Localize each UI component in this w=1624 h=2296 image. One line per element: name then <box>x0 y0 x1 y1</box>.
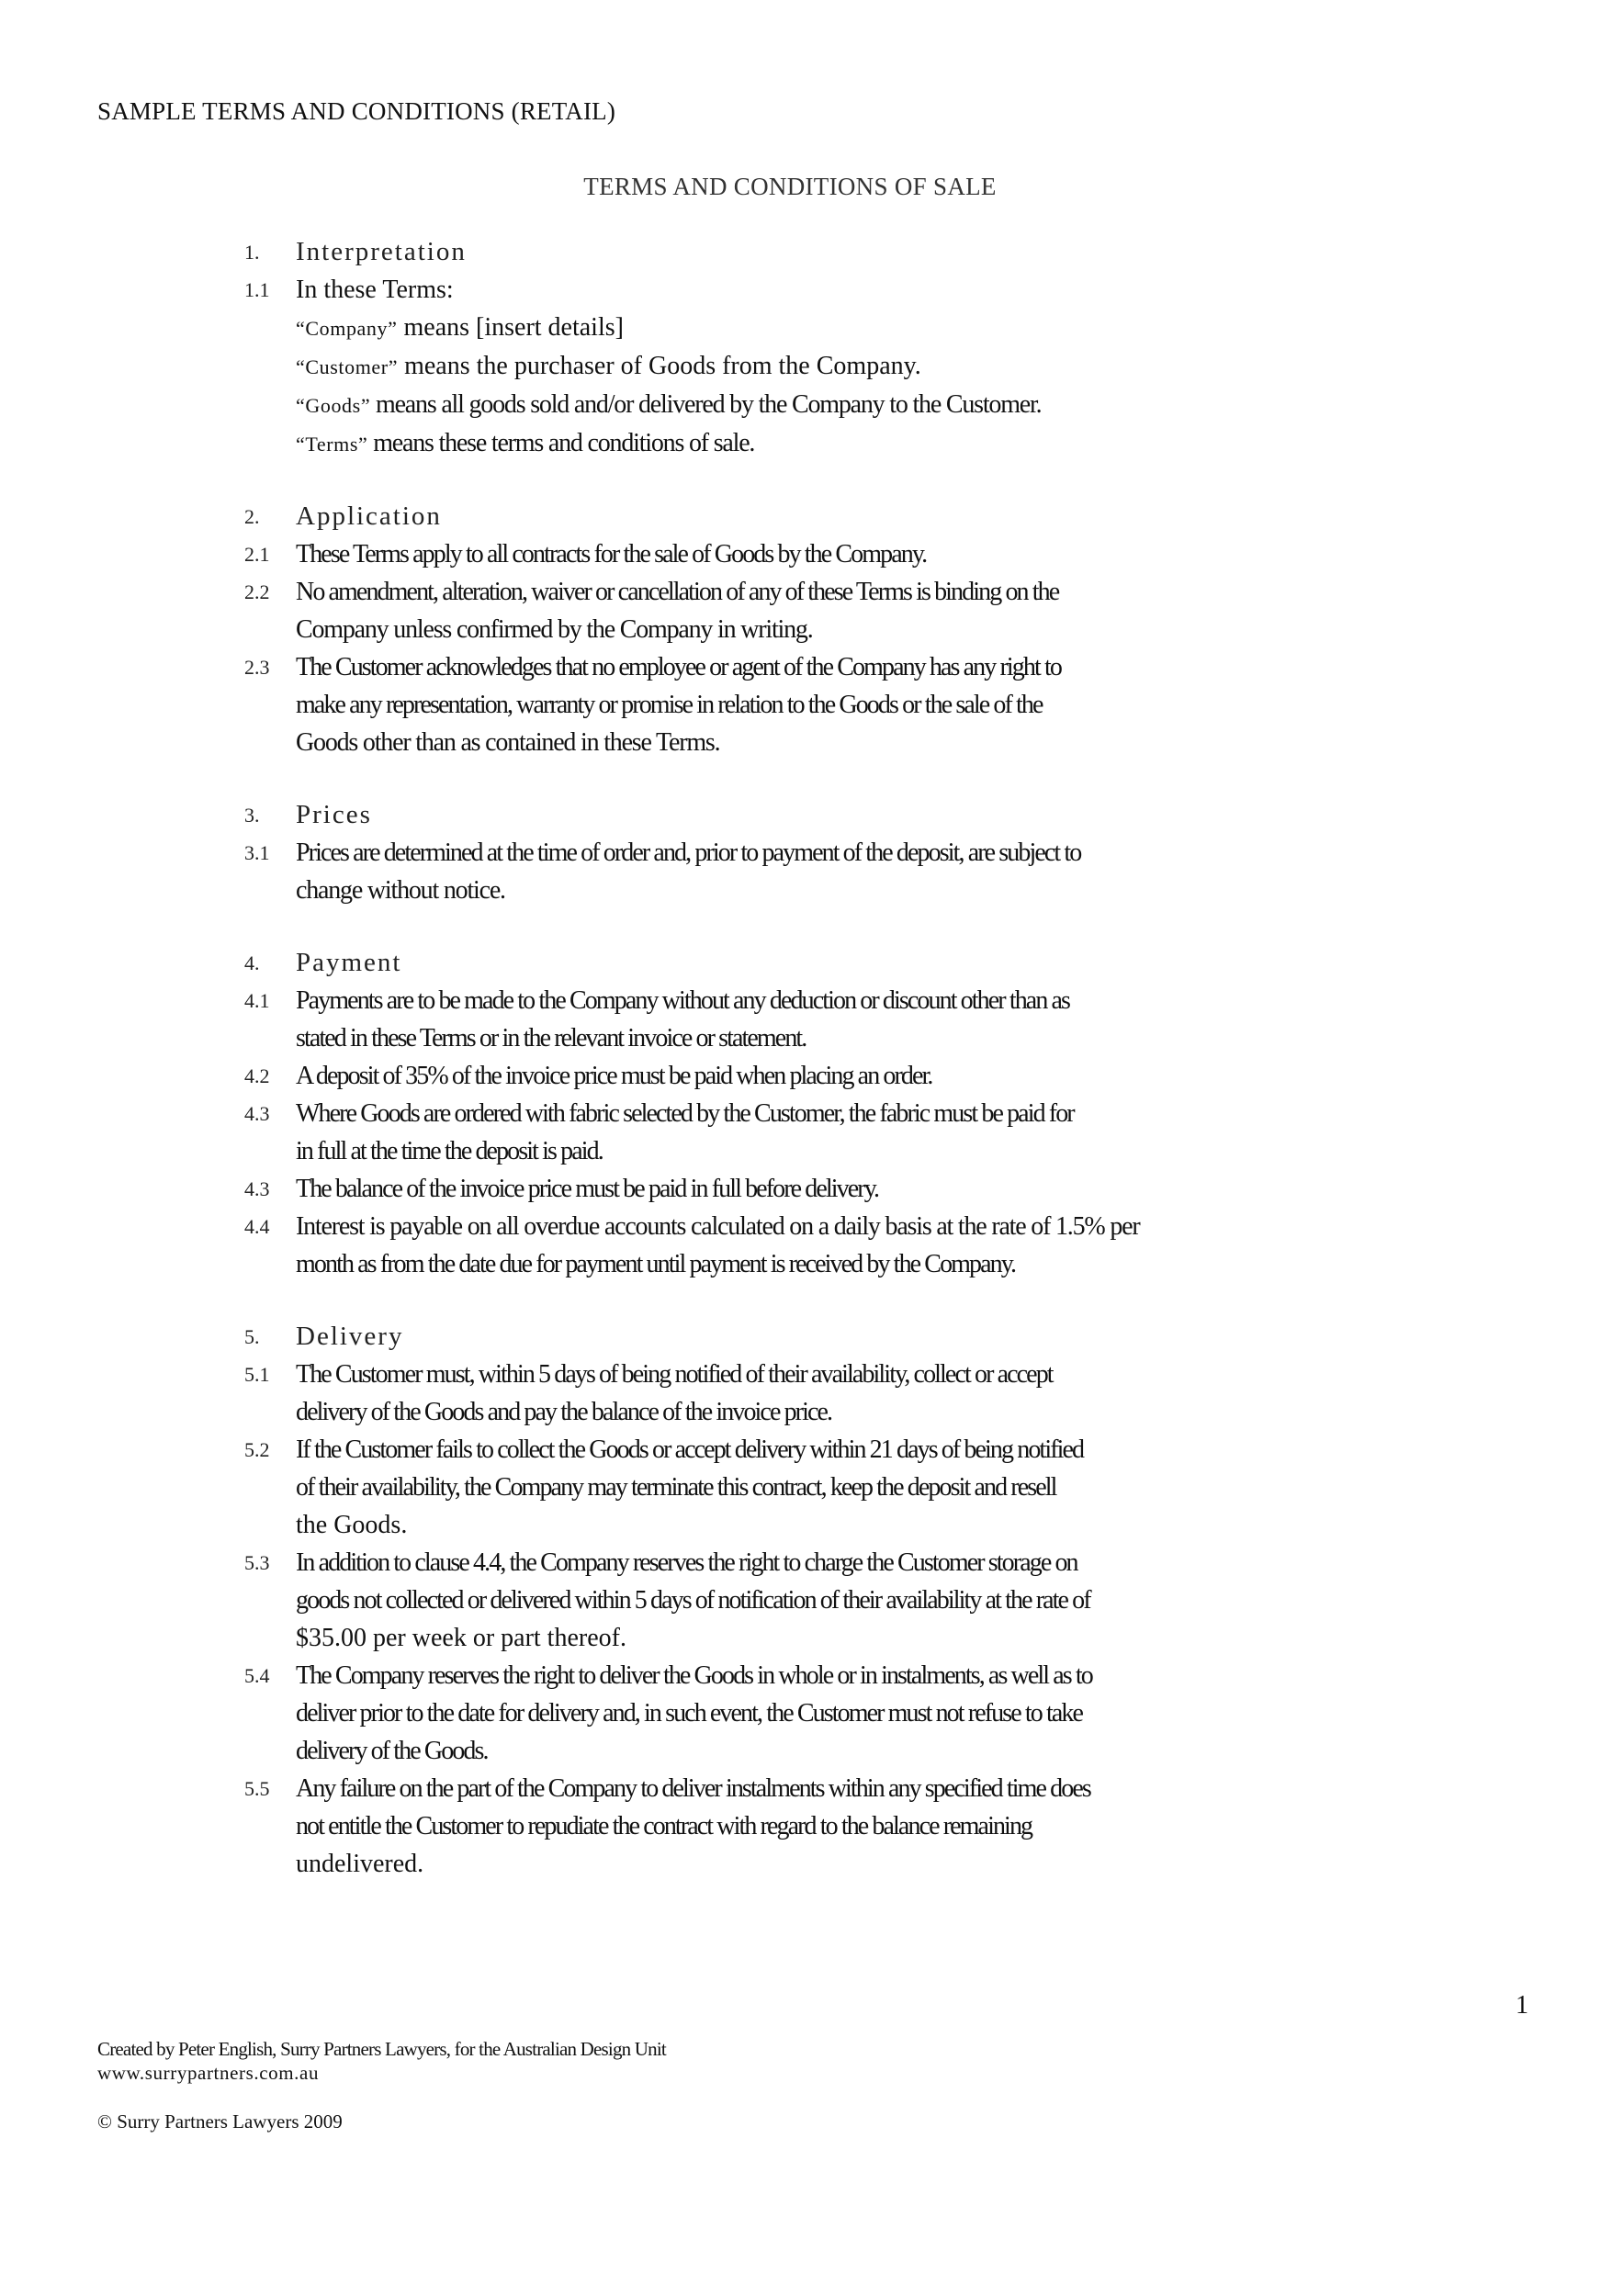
clause-number: 4.4 <box>244 1215 270 1238</box>
clause-line: not entitle the Customer to repudiate the contract with regard to the balance remaining <box>296 1812 1032 1840</box>
section-payment <box>244 944 1411 1283</box>
clause-line: delivery of the Goods. <box>296 1737 488 1765</box>
clause-number: 1.1 <box>244 278 270 301</box>
document-title: TERMS AND CONDITIONS OF SALE <box>583 173 997 200</box>
section-heading <box>244 498 1411 535</box>
section-prices <box>244 796 1411 909</box>
footer-copyright: © Surry Partners Lawyers 2009 <box>97 2110 343 2133</box>
clause-line: $35.00 per week or part thereof. <box>296 1624 626 1652</box>
clause-line: change without notice. <box>296 876 505 905</box>
defined-term: “Goods” <box>296 394 371 417</box>
section-title: Application <box>296 501 442 531</box>
clause-line: Prices are determined at the time of order and, prior to payment of the deposit, are subject to <box>296 838 1081 867</box>
clause-5-1 <box>244 1356 1411 1431</box>
clause-number: 2.2 <box>244 580 270 603</box>
clause-number: 5.3 <box>244 1551 270 1574</box>
clause-line: Payments are to be made to the Company without any deduction or discount other than as <box>296 986 1070 1015</box>
section-title: Payment <box>296 948 402 977</box>
clause-3-1 <box>244 834 1411 909</box>
clause-line: Interest is payable on all overdue accounts calculated on a daily basis at the rate of 1.5% per <box>296 1212 1140 1241</box>
section-heading <box>244 233 1411 271</box>
clause-number: 4.3 <box>244 1177 270 1200</box>
clause-2-2 <box>244 573 1411 648</box>
section-heading <box>244 1318 1411 1356</box>
clause-2-1 <box>244 535 1411 573</box>
clause-number: 5.4 <box>244 1664 270 1687</box>
clause-line: Goods other than as contained in these Terms. <box>296 728 720 757</box>
defined-term: “Customer” <box>296 355 399 378</box>
clause-line: the Goods. <box>296 1511 408 1539</box>
clause-line: The Company reserves the right to deliver the Goods in whole or in instalments, as well as to <box>296 1661 1092 1690</box>
clause-number: 2.1 <box>244 543 270 566</box>
footer-website: www.surrypartners.com.au <box>97 2062 320 2084</box>
clause-line: month as from the date due for payment until payment is received by the Company. <box>296 1250 1016 1278</box>
clause-text: In these Terms: <box>296 276 454 304</box>
clause-4-3-balance <box>244 1170 1411 1208</box>
clause-5-4 <box>244 1657 1411 1770</box>
clause-line: make any representation, warranty or promise in relation to the Goods or the sale of the <box>296 691 1043 719</box>
clause-line: If the Customer fails to collect the Goods or accept delivery within 21 days of being notified <box>296 1435 1084 1464</box>
clause-5-2 <box>244 1431 1411 1544</box>
page-footer <box>97 2037 666 2133</box>
document-header: SAMPLE TERMS AND CONDITIONS (RETAIL) <box>97 97 616 125</box>
clause-5-5 <box>244 1770 1411 1883</box>
clause-line: The balance of the invoice price must be paid in full before delivery. <box>296 1175 879 1203</box>
clause-number: 5.2 <box>244 1438 270 1461</box>
section-number: 3. <box>244 804 260 827</box>
page-number: 1 <box>1516 1991 1528 2020</box>
clause-line: goods not collected or delivered within 5 days of notification of their availability at the rate of <box>296 1586 1090 1615</box>
section-delivery <box>244 1318 1411 1883</box>
clause-number: 5.1 <box>244 1363 270 1386</box>
document-body <box>244 233 1411 1918</box>
clause-4-2 <box>244 1057 1411 1095</box>
clause-line: of their availability, the Company may terminate this contract, keep the deposit and resell <box>296 1473 1056 1502</box>
clause-line: deliver prior to the date for delivery and, in such event, the Customer must not refuse to take <box>296 1699 1082 1728</box>
clause-line: Where Goods are ordered with fabric selected by the Customer, the fabric must be paid for <box>296 1099 1074 1128</box>
definition-text: means all goods sold and/or delivered by the Company to the Customer. <box>370 390 1042 419</box>
clause-line: in full at the time the deposit is paid. <box>296 1137 603 1165</box>
defined-term: “Terms” <box>296 433 368 456</box>
section-heading <box>244 796 1411 834</box>
footer-credit: Created by Peter English, Surry Partners Lawyers, for the Australian Design Unit <box>97 2038 666 2060</box>
section-title: Delivery <box>296 1322 404 1351</box>
clause-line: The Customer acknowledges that no employee or agent of the Company has any right to <box>296 653 1061 681</box>
defined-term: “Company” <box>296 317 398 340</box>
section-number: 5. <box>244 1325 260 1348</box>
clause-line: In addition to clause 4.4, the Company reserves the right to charge the Customer storage on <box>296 1548 1077 1577</box>
clause-5-3 <box>244 1544 1411 1657</box>
clause-2-3 <box>244 648 1411 761</box>
clause-line: Company unless confirmed by the Company in writing. <box>296 615 813 644</box>
clause-4-3-fabric <box>244 1095 1411 1170</box>
clause-line: These Terms apply to all contracts for the sale of Goods by the Company. <box>296 540 927 568</box>
section-number: 4. <box>244 951 260 974</box>
clause-line: Any failure on the part of the Company to deliver instalments within any specified time does <box>296 1774 1090 1803</box>
clause-number: 2.3 <box>244 656 270 679</box>
section-title: Interpretation <box>296 237 467 266</box>
clause-number: 5.5 <box>244 1777 270 1800</box>
clause-1-1 <box>244 271 1411 309</box>
definition-text: means these terms and conditions of sale. <box>367 429 755 457</box>
clause-number: 4.3 <box>244 1102 270 1125</box>
definition-text: means [insert details] <box>397 313 624 342</box>
definition-customer <box>244 347 1411 386</box>
clause-4-4 <box>244 1208 1411 1283</box>
definition-text: means the purchaser of Goods from the Company. <box>398 352 921 380</box>
clause-line: No amendment, alteration, waiver or cancellation of any of these Terms is binding on the <box>296 578 1059 606</box>
section-application <box>244 498 1411 761</box>
section-title: Prices <box>296 800 372 829</box>
clause-number: 3.1 <box>244 841 270 864</box>
clause-line: The Customer must, within 5 days of being notified of their availability, collect or accept <box>296 1360 1053 1389</box>
clause-line: delivery of the Goods and pay the balance of the invoice price. <box>296 1398 832 1426</box>
clause-4-1 <box>244 982 1411 1057</box>
clause-line: undelivered. <box>296 1850 424 1878</box>
section-number: 2. <box>244 505 260 528</box>
definition-goods <box>244 386 1411 424</box>
section-interpretation <box>244 233 1411 463</box>
definition-terms <box>244 424 1411 463</box>
clause-number: 4.1 <box>244 989 270 1012</box>
clause-number: 4.2 <box>244 1064 270 1087</box>
clause-line: A deposit of 35% of the invoice price must be paid when placing an order. <box>296 1062 932 1090</box>
definition-company <box>244 309 1411 347</box>
section-heading <box>244 944 1411 982</box>
clause-line: stated in these Terms or in the relevant invoice or statement. <box>296 1024 806 1052</box>
section-number: 1. <box>244 241 260 264</box>
